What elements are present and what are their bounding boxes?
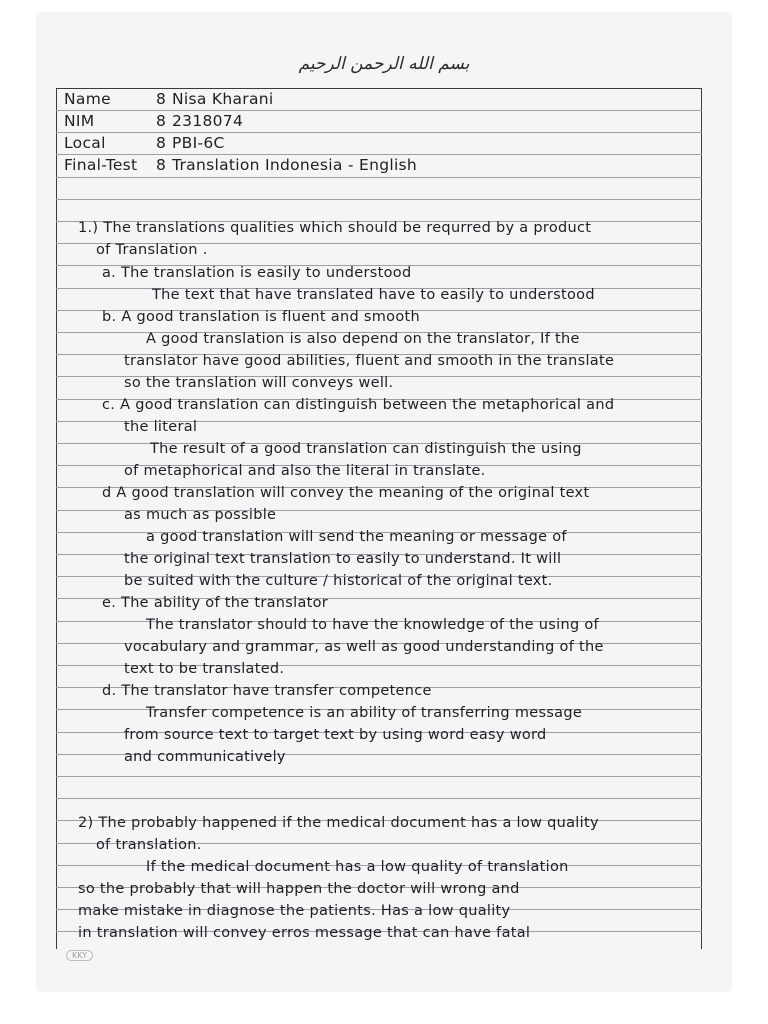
answer-line: of translation. [96,837,202,853]
answer-line: the original text translation to easily to understand. It will [124,551,562,567]
answer-line: of metaphorical and also the literal in translate. [124,463,486,479]
ruled-line [56,177,702,178]
answer-line: e. The ability of the translator [102,595,329,611]
field-separator: 8 [156,134,167,152]
answer-line: of Translation . [96,242,208,258]
field-label: Local [64,134,106,152]
answer-line: be suited with the culture / historical of the original text. [124,573,553,589]
answer-line: translator have good abilities, fluent and smooth in the translate [124,353,615,369]
answer-line: a. The translation is easily to understood [102,265,412,281]
bismillah-heading: بسم الله الرحمن الرحيم [298,54,470,74]
answer-line: Transfer competence is an ability of transferring message [146,705,583,721]
answer-line: so the translation will conveys well. [124,375,394,391]
student-nim: 2318074 [172,112,244,130]
field-label: Final-Test [64,156,138,174]
answer-line: 1.) The translations qualities which should be requrred by a product [78,220,592,236]
ruled-line [56,199,702,200]
ruled-line [56,776,702,777]
notebook-page [38,14,730,990]
answer-line: c. A good translation can distinguish between the metaphorical and [102,397,615,413]
answer-line: and communicatively [124,749,286,765]
field-label: Name [64,90,111,108]
answer-line: a good translation will send the meaning or message of [146,529,567,545]
field-separator: 8 [156,156,167,174]
answer-line: d A good translation will convey the meaning of the original text [102,485,590,501]
answer-line: in translation will convey erros message that can have fatal [78,925,531,941]
field-label: NIM [64,112,95,130]
student-name: Nisa Kharani [172,90,274,108]
final-test-row [64,156,417,174]
answer-line: The text that have translated have to easily to understood [152,287,595,303]
answer-line: If the medical document has a low quality of translation [146,859,569,875]
answer-line: the literal [124,419,198,435]
answer-line: text to be translated. [124,661,285,677]
answer-line: The result of a good translation can distinguish the using [150,441,582,457]
student-name-row [64,90,274,108]
answer-line: The translator should to have the knowledge of the using of [146,617,599,633]
field-separator: 8 [156,90,167,108]
final-test-title: Translation Indonesia - English [172,156,418,174]
answer-line: so the probably that will happen the doctor will wrong and [78,881,520,897]
answer-line: as much as possible [124,507,277,523]
field-separator: 8 [156,112,167,130]
student-local-row [64,134,225,152]
answer-line: make mistake in diagnose the patients. Has a low quality [78,903,511,919]
answer-line: A good translation is also depend on the translator, If the [146,331,580,347]
answer-line: from source text to target text by using word easy word [124,727,547,743]
ruled-line [56,798,702,799]
answer-line: vocabulary and grammar, as well as good understanding of the [124,639,604,655]
paper-brand-stamp: KKY [66,950,93,961]
ruled-line [56,110,702,111]
answer-line: d. The translator have transfer competence [102,683,432,699]
student-nim-row [64,112,243,130]
student-local: PBI-6C [172,134,225,152]
answer-line: b. A good translation is fluent and smooth [102,309,420,325]
answer-line: 2) The probably happened if the medical document has a low quality [78,815,599,831]
